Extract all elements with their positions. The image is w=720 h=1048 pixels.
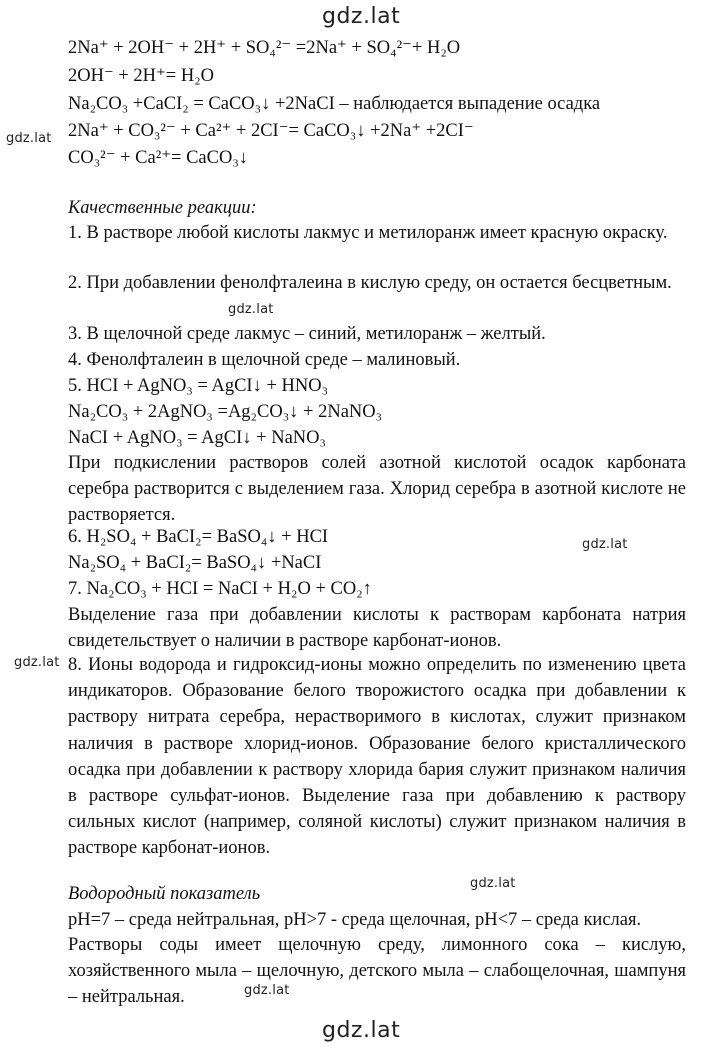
equation-2: 2OH⁻ + 2H⁺= H₂O <box>68 66 215 86</box>
watermark-bottom: gdz.lat <box>322 1018 401 1043</box>
qualitative-item-2 <box>68 270 686 296</box>
qualitative-item-2-text: 2. При добавлении фенолфталеина в кислую среду, он остается бесцветным. <box>68 273 672 293</box>
qualitative-item-1-text: 1. В растворе любой кислоты лакмус и метилоранж имеет красную окраску. <box>68 223 668 243</box>
ph-item-2 <box>68 932 686 1011</box>
watermark-right-2: gdz.lat <box>470 876 516 891</box>
watermark-top: gdz.lat <box>322 4 401 29</box>
watermark-left-1: gdz.lat <box>6 131 52 146</box>
qualitative-eq-5b: Na₂CO₃ + 2AgNO₃ =Ag₂CO₃↓ + 2NaNO₃ <box>68 402 383 422</box>
qualitative-note-5-text: При подкислении растворов солей азотной кислотой осадок карбоната серебра растворится с выделением газа. Хлорид серебра в азотной кислоте не растворяется. <box>68 453 686 526</box>
watermark-right-1: gdz.lat <box>582 537 628 552</box>
qualitative-item-6: 6. H₂SO₄ + BaCI₂= BaSO₄↓ + HCI <box>68 527 329 547</box>
qualitative-note-7 <box>68 602 686 654</box>
watermark-mid-1: gdz.lat <box>228 302 274 317</box>
qualitative-item-4: 4. Фенолфталеин в щелочной среде – малиновый. <box>68 350 461 370</box>
ph-item-1: pH=7 – среда нейтральная, pH>7 - среда щелочная, pH<7 – среда кислая. <box>68 910 642 930</box>
qualitative-item-1 <box>68 220 686 246</box>
equation-3: Na₂CO₃ +CaCI₂ = CaCO₃↓ +2NaCI – наблюдается выпадение осадка <box>68 94 601 114</box>
section-title-ph: Водородный показатель <box>68 884 261 904</box>
watermark-left-2: gdz.lat <box>14 655 60 670</box>
equation-4: 2Na⁺ + CO₃²⁻ + Ca²⁺ + 2CI⁻= CaCO₃↓ +2Na⁺ +2CI⁻ <box>68 121 474 141</box>
qualitative-note-5 <box>68 450 686 529</box>
qualitative-eq-5c: NaCI + AgNO₃ = AgCI↓ + NaNO₃ <box>68 428 326 448</box>
qualitative-item-7: 7. Na₂CO₃ + HCI = NaCI + H₂O + CO₂↑ <box>68 579 372 599</box>
qualitative-item-3: 3. В щелочной среде лакмус – синий, метилоранж – желтый. <box>68 324 546 344</box>
qualitative-note-7-text: Выделение газа при добавлении кислоты к растворам карбоната натрия свидетельствует о наличии в растворе карбонат-ионов. <box>68 605 686 652</box>
qualitative-item-5: 5. HCI + AgNO₃ = AgCI↓ + HNO₃ <box>68 376 329 396</box>
equation-5: CO₃²⁻ + Ca²⁺= CaCO₃↓ <box>68 148 249 168</box>
qualitative-item-8-text: 8. Ионы водорода и гидроксид-ионы можно определить по изменению цвета индикаторов. Образование белого творожистого осадка при добавлении к раствору нитрата серебра, нерастворимого в кислотах, служит признаком наличия в растворе хлорид-ионов. Образование белого кристаллического осадка при добавлении к раствору хлорида бария служит признаком наличия в растворе сульфат-ионов. Выделение газа при добавлению к раствору сильных кислот (например, соляной кислоты) служит признаком наличия в растворе карбонат-ионов. <box>68 655 686 859</box>
section-title-qualitative: Качественные реакции: <box>68 198 257 218</box>
qualitative-eq-6b: Na₂SO₄ + BaCI₂= BaSO₄↓ +NaCI <box>68 553 322 573</box>
equation-1: 2Na⁺ + 2OH⁻ + 2H⁺ + SO₄²⁻ =2Na⁺ + SO₄²⁻+ H₂O <box>68 38 461 58</box>
qualitative-item-8 <box>68 652 686 862</box>
ph-item-2-text: Растворы соды имеет щелочную среду, лимонного сока – кислую, хозяйственного мыла – щелочную, детского мыла – слабощелочная, шампуня – нейтральная. <box>68 935 686 1008</box>
watermark-mid-2: gdz.lat <box>244 983 290 998</box>
